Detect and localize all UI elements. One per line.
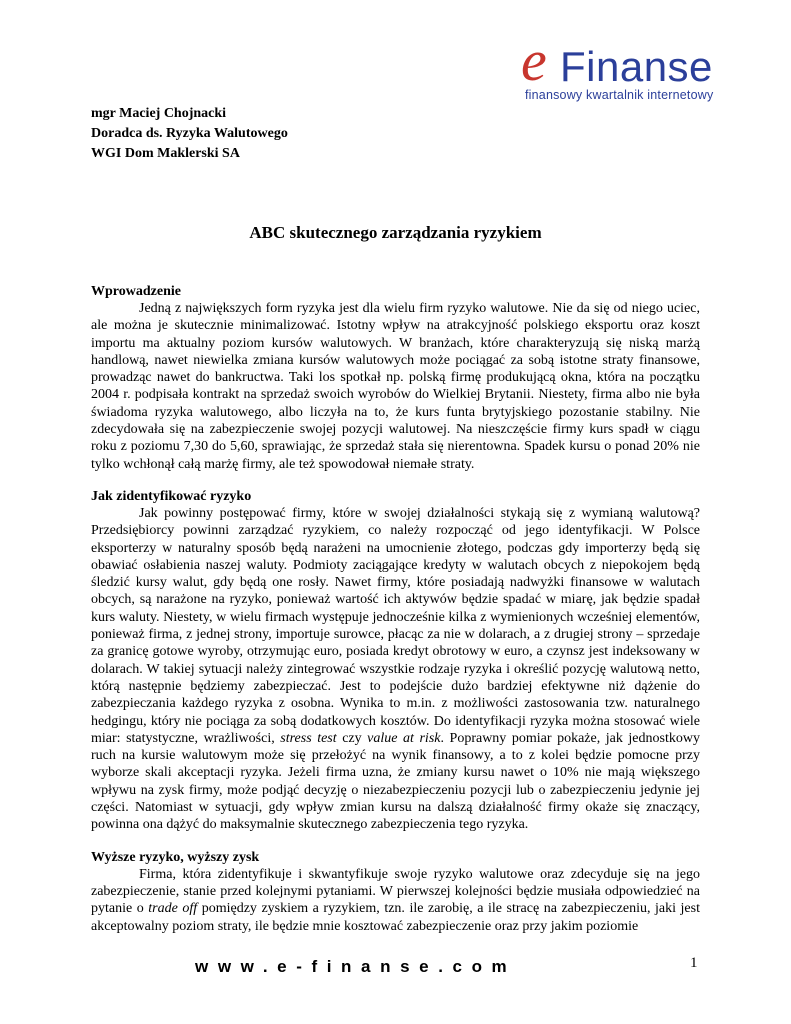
text-run: czy: [336, 730, 368, 746]
emphasis-term: stress test: [280, 730, 337, 746]
paragraph: [91, 866, 700, 935]
page-number: 1: [690, 955, 698, 971]
author-company: WGI Dom Maklerski SA: [91, 146, 240, 161]
text-run: . Poprawny pomiar pokaże, jak jednostkowy ruch na kursie walutowym może się przełożyć na wynik finansowy, a to z kolei będzie pomocne przy wyborze skali akceptacji ryzyka. Jeżeli firma uzna, że zmiany kursu nawet o 10% nie mają większego wpływu na zysk firmy, może podjąć decyzję o niezabezpieczeniu pozycji lub o zabezpieczeniu jedynie jej części. Natomiast w sytuacji, gdy wpływ zmian kursu na dalszą działalność firmy okaże się znaczący, powinna ona dążyć do maksymalnie skutecznego zabezpieczenia tego ryzyka.: [91, 730, 700, 833]
section-heading: Jak zidentyfikować ryzyko: [91, 488, 252, 504]
footer-url: www.e-finanse.com: [195, 957, 517, 976]
article-body: [91, 283, 700, 935]
section-higher-risk: [91, 849, 700, 935]
emphasis-term: value at risk: [367, 730, 441, 746]
logo-wordmark: Finanse: [560, 43, 713, 90]
text-run: pomiędzy zyskiem a ryzykiem, tzn. ile zarobię, a ile stracę na zabezpieczeniu, jaki jest akceptowalny poziom straty, ile będzie mnie kosztować zabezpieczenie oraz przy jakim poziomie: [91, 901, 700, 934]
logo-letter-e: e: [521, 28, 547, 93]
author-block: [91, 104, 288, 164]
article-title: ABC skutecznego zarządzania ryzykiem: [249, 223, 542, 242]
section-risk-identification: [91, 488, 700, 834]
paragraph: Jedną z największych form ryzyka jest dla wielu firm ryzyko walutowe. Nie da się od niego uciec, ale można je skutecznie minimalizować. Istotny wpływ na atrakcyjność polskiego eksportu oraz koszt importu ma aktualny poziom kursów walutowych. W branżach, które charakteryzują się niską marżą handlową, nawet niewielka zmiana kursów walutowych może pociągać za sobą istotne straty finansowe, prowadząc nawet do bankructwa. Taki los spotkał np. polską firmę produkującą okna, która na początku 2004 r. podpisała kontrakt na sprzedaż swoich wyrobów do Wielkiej Brytanii. Niestety, firma albo nie była świadoma ryzyka walutowego, albo liczyła na to, że kurs funta brytyjskiego pozostanie stabilny. Nie zdecydowała się na zabezpieczenie swojej pozycji walutowej. Na nieszczęście firmy kurs spadł w ciągu roku z poziomu 7,30 do 5,60, sprawiając, że sprzedaż stała się nierentowna. Spadek kursu o ponad 20% nie tylko wchłonął całą marżę firmy, ale też spowodował niemałe straty.: [91, 301, 700, 472]
emphasis-term: trade off: [148, 901, 198, 917]
author-position: Doradca ds. Ryzyka Walutowego: [91, 126, 288, 141]
logo-subtitle: finansowy kwartalnik internetowy: [525, 88, 714, 102]
section-introduction: [91, 283, 700, 473]
section-heading: Wyższe ryzyko, wyższy zysk: [91, 849, 260, 865]
author-name: mgr Maciej Chojnacki: [91, 106, 227, 121]
section-heading: Wprowadzenie: [91, 284, 181, 299]
text-run: Firma, która zidentyfikuje i skwantyfikuje swoje ryzyko walutowe oraz zdecyduje się na jego zabezpieczenie, stanie przed kolejnymi pytaniami. W pierwszej kolejności będzie musiała odpowiedzieć na pytanie o: [91, 866, 700, 917]
efinanse-logo: [515, 28, 715, 108]
text-run: Jak powinny postępować firmy, które w swojej działalności stykają się z wymianą walutową? Przedsiębiorcy powinni zarządzać ryzykiem, co należy rozpocząć od jego identyfikacji. W Polsce eksporterzy w naturalny sposób będą narażeni na umocnienie złotego, podczas gdy importerzy będą się obawiać osłabienia naszej waluty. Podmioty zaciągające kredyty w walutach obcych z niepokojem będą śledzić kursy walut, gdy będą one rosły. Nawet firmy, które posiadają nadwyżki finansowe w walutach obcych, są narażone na ryzyko, ponieważ wartość ich aktywów będzie spadać w miarę, jak będzie spadał kurs waluty. Niestety, w wielu firmach występuje jednocześnie kilka z wymienionych wcześniej elementów, ponieważ firma, z jednej strony, importuje surowce, płacąc za nie w dolarach, a z drugiej strony – sprzedaje za granicę gotowe wyroby, otrzymując euro, posiada kredyt obrotowy w euro, a czynsz jest indeksowany w dolarach. W takiej sytuacji należy zintegrować wszystkie rodzaje ryzyka i określić pozycję walutową netto, którą następnie będziemy zabezpieczać. Jest to podejście dużo bardziej efektywne niż dążenie do zabezpieczania każdego ryzyka z osobna. Wynika to m.in. z możliwości zastosowania tzw. naturalnego hedgingu, który nie pociąga za sobą dodatkowych kosztów. Do identyfikacji ryzyka można stosować wiele miar: statystyczne, wrażliwości,: [91, 505, 700, 746]
paragraph: [91, 505, 700, 834]
